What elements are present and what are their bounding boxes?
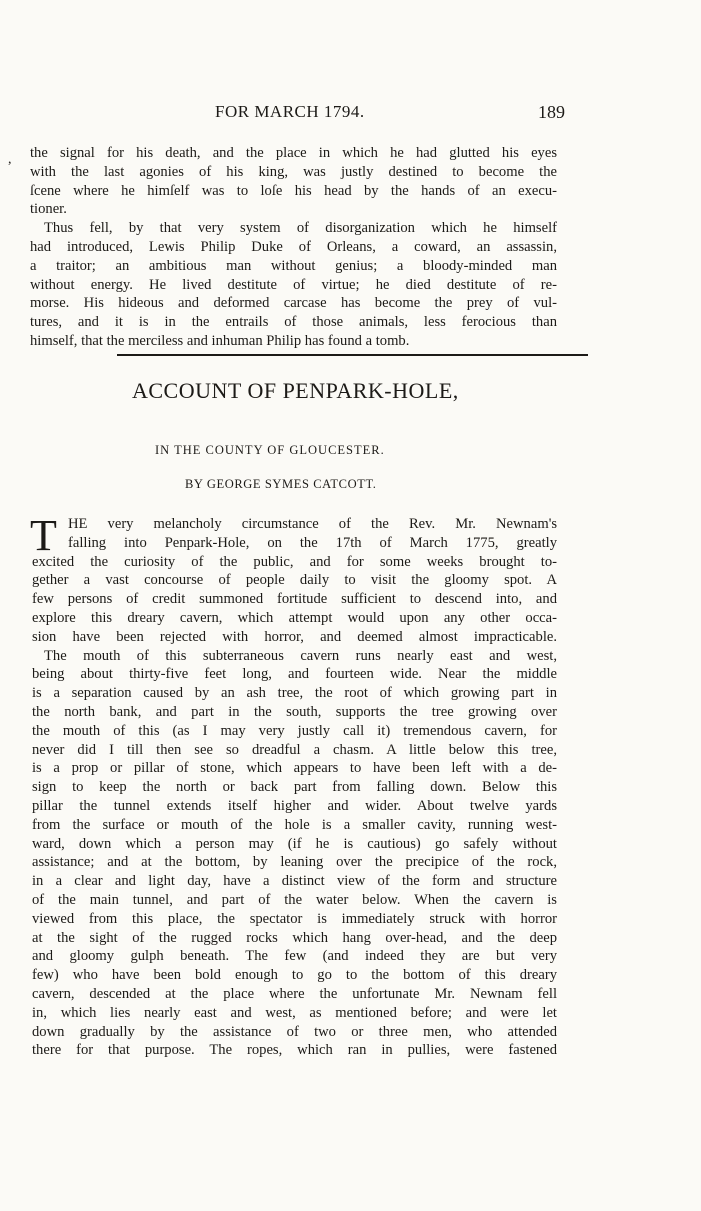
text-line: sign to keep the north or back part from falling down. Below this	[32, 779, 557, 796]
text-line: Thus fell, by that very system of disorganization which he himself	[44, 220, 557, 237]
text-line: excited the curiosity of the public, and for some weeks brought to-	[32, 553, 557, 570]
continuation-paragraph	[8, 144, 555, 351]
text-line: himself, that the merciless and inhuman Philip has found a tomb.	[30, 332, 410, 349]
text-line: pillar the tunnel extends itself higher and wider. About twelve yards	[32, 797, 557, 814]
text-line: ward, down which a person may (if he is cautious) go safely without	[32, 835, 557, 852]
text-line: a traitor; an ambitious man without genius; a bloody-minded man	[30, 257, 557, 274]
article-body	[8, 511, 557, 1060]
text-line: in, which lies nearly east and west, as mentioned before; and were let	[32, 1004, 557, 1021]
text-line: cavern, descended at the place where the unfortunate Mr. Newnam fell	[32, 985, 557, 1002]
text-line: there for that purpose. The ropes, which ran in pullies, were fastened	[32, 1042, 557, 1059]
running-head: FOR MARCH 1794.	[215, 102, 365, 121]
text-line: HE very melancholy circumstance of the Rev. Mr. Newnam's	[68, 516, 557, 532]
text-line: without energy. He lived destitute of virtue; he died destitute of re-	[30, 276, 557, 293]
text-line: tioner.	[30, 201, 67, 218]
text-line: in a clear and light day, have a distinct view of the form and structure	[32, 873, 557, 890]
text-line: had introduced, Lewis Philip Duke of Orleans, a coward, an assassin,	[30, 238, 557, 255]
article-subtitle: IN THE COUNTY OF GLOUCESTER.	[155, 443, 385, 457]
section-rule	[117, 354, 588, 356]
text-line: never did I till then see so dreadful a chasm. A little below this tree,	[32, 741, 557, 758]
text-line: sion have been rejected with horror, and deemed almost impracticable.	[32, 628, 557, 645]
text-line: the mouth of this (as I may very justly call it) tremendous cavern, for	[32, 722, 557, 739]
drop-cap: T	[30, 511, 57, 560]
text-line: of the main tunnel, and part of the water below. When the cavern is	[32, 891, 557, 908]
text-line: the north bank, and part in the south, supports the tree growing over	[32, 703, 557, 720]
text-line: falling into Penpark-Hole, on the 17th of March 1775, greatly	[68, 534, 557, 551]
text-line: being about thirty-five feet long, and fourteen wide. Near the middle	[32, 666, 557, 683]
text-line: the signal for his death, and the place in which he had glutted his eyes	[30, 145, 557, 161]
text-line: explore this dreary cavern, which attempt would upon any other occa-	[32, 609, 557, 626]
text-line: with the last agonies of his king, was justly destined to become the	[30, 163, 557, 180]
text-line: is a prop or pillar of stone, which appears to have been left with a de-	[32, 760, 557, 777]
text-line: down gradually by the assistance of two or three men, who attended	[32, 1023, 557, 1040]
text-line: few) who have been bold enough to go to the bottom of this dreary	[32, 967, 557, 984]
article-title: ACCOUNT OF PENPARK-HOLE,	[132, 378, 459, 403]
text-line: gether a vast concourse of people daily to visit the gloomy spot. A	[32, 572, 557, 589]
text-line: is a separation caused by an ash tree, the root of which growing part in	[32, 685, 557, 702]
text-line: morse. His hideous and deformed carcase has become the prey of vul-	[30, 295, 557, 312]
page-number: 189	[538, 102, 565, 122]
margin-mark: ,	[8, 152, 12, 167]
article-byline: BY GEORGE SYMES CATCOTT.	[185, 477, 377, 491]
text-line: The mouth of this subterraneous cavern runs nearly east and west,	[44, 647, 557, 664]
text-line: viewed from this place, the spectator is immediately struck with horror	[32, 910, 557, 927]
text-line: at the sight of the rugged rocks which hang over-head, and the deep	[32, 929, 557, 946]
text-line: tures, and it is in the entrails of those animals, less ferocious than	[30, 314, 557, 331]
text-line: from the surface or mouth of the hole is a smaller cavity, running west-	[32, 816, 557, 833]
text-line: few persons of credit summoned fortitude sufficient to descend into, and	[32, 591, 557, 608]
text-line: assistance; and at the bottom, by leaning over the precipice of the rock,	[32, 854, 557, 871]
text-line: ſcene where he himſelf was to loſe his head by the hands of an execu-	[30, 182, 557, 199]
text-line: and gloomy gulph beneath. The few (and indeed they are but very	[32, 948, 557, 965]
